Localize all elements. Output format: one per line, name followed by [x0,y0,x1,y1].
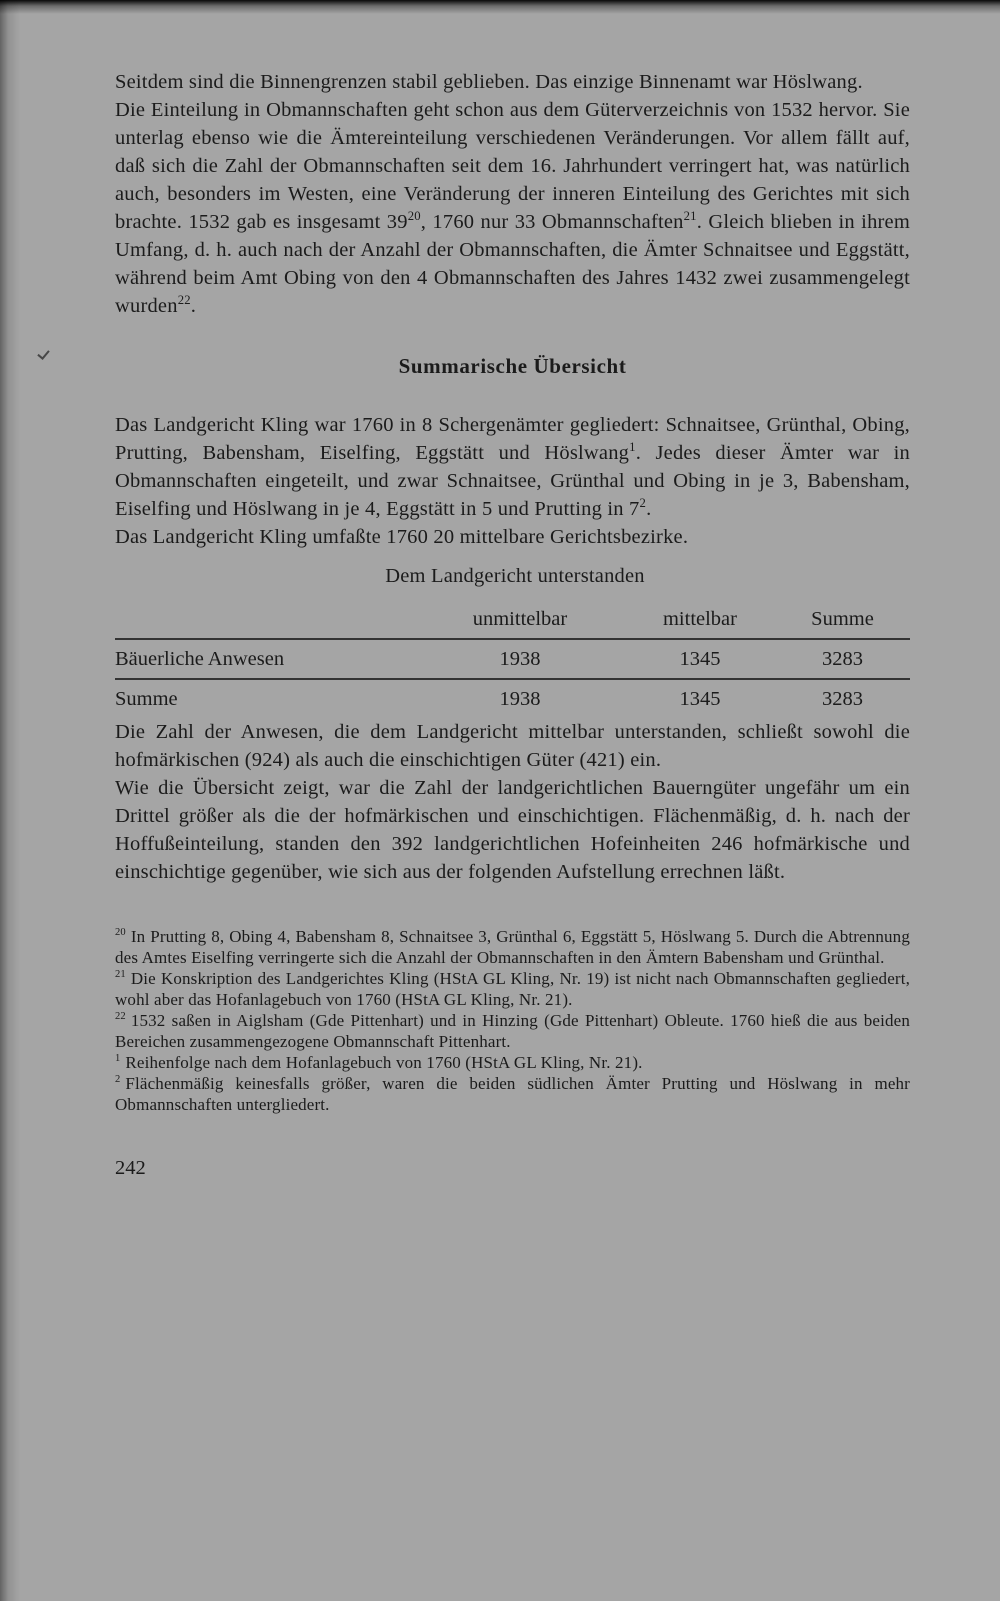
footnote-text: Reihenfolge nach dem Hofanlagebuch von 1760 (HStA GL Kling, Nr. 21). [125,1053,643,1072]
footnote-text: Flächenmäßig keinesfalls größer, waren die beiden südlichen Ämter Prutting und Höslwang in mehr Obmannschaften untergliedert. [115,1074,910,1114]
table-row-label: Summe [115,688,178,710]
text-segment: , 1760 nur 33 Obmannschaften [420,211,684,233]
table-header-row [115,600,910,638]
footnote-2 [115,1073,910,1115]
footnote-marker: 2 [115,1074,121,1086]
paragraph-obmannschaften [115,96,910,320]
scan-artifact-mark [37,347,49,360]
footnote-text: Die Konskription des Landgerichtes Kling (HStA GL Kling, Nr. 19) ist nicht nach Obmannschaften gegliedert, wohl aber das Hofanlagebuch von 1760 (HStA GL Kling, Nr. 21). [115,969,910,1009]
page-content [115,68,910,1180]
text-segment: . Gleich blieben in ihrem Umfang, d. h. auch nach der Anzahl der Obmannschaften, die Ämter Schnaitsee und Eggstätt, während beim Amt Obing von den 4 Obmannschaften des Jahres 1432 zwei zusammengelegt wurden [115,211,910,317]
table-header-unmittelbar: unmittelbar [472,608,568,630]
footnote-marker: 21 [115,969,126,981]
summary-table [115,565,910,718]
footnote-text: 1532 saßen in Aiglsham (Gde Pittenhart) und in Hinzing (Gde Pittenhart) Obleute. 1760 hieß die aus beiden Bereichen zusammengezogene Obmannschaft Pittenhart. [115,1011,910,1051]
table-title: Dem Landgericht unterstanden [385,565,645,587]
page-number: 242 [115,1157,146,1179]
section-heading: Summarische Übersicht [398,354,627,378]
paragraph-schergenaemter [115,411,910,523]
table-header-mittelbar: mittelbar [662,608,737,630]
footnote-text: In Prutting 8, Obing 4, Babensham 8, Schnaitsee 3, Grünthal 6, Eggstätt 5, Höslwang 5. Durch die Abtrennung des Amtes Eiselfing verringerte sich die Anzahl der Obmannschaften in den Ämtern Babensham und Grünthal. [115,927,910,967]
paragraph-anwesen-zahl: Die Zahl der Anwesen, die dem Landgericht mittelbar unterstanden, schließt sowohl die hofmärkischen (924) als auch die einschichtigen Güter (421) ein. [115,721,910,771]
text-segment: Das Landgericht Kling war 1760 in 8 Schergenämter gegliedert: Schnaitsee, Grünthal, Obing, Prutting, Babensham, Eiselfing, Eggstätt und Höslwang [115,414,910,464]
table-cell-mittelbar: 1345 [679,688,721,710]
paragraph-uebersicht: Wie die Übersicht zeigt, war die Zahl der landgerichtlichen Bauerngüter ungefähr um ein Drittel größer als die der hofmärkischen und einschichtigen. Flächenmäßig, d. h. nach der Hoffußeinteilung, standen den 392 landgerichtlichen Hofeinheiten 246 hofmärkische und einschichtige gegenüber, wie sich aus der folgenden Aufstellung errechnen läßt. [115,777,910,883]
scan-edge-top [0,0,1000,14]
table-cell-unmittelbar: 1938 [499,648,541,670]
paragraph-gerichtsbezirke: Das Landgericht Kling umfaßte 1760 20 mittelbare Gerichtsbezirke. [115,526,689,548]
footnote-21 [115,968,910,1010]
footnote-marker: 1 [115,1053,121,1065]
scan-edge-left [0,0,20,1601]
table-cell-summe: 3283 [822,688,863,710]
footnote-20 [115,926,910,968]
table-row-label: Bäuerliche Anwesen [115,648,285,670]
footnote-ref: 22 [177,293,191,308]
table-row-anwesen [115,640,910,678]
table-row-summe [115,680,910,718]
footnote-ref: 1 [629,440,636,455]
footnote-ref: 20 [407,209,421,224]
paragraph-intro: Seitdem sind die Binnengrenzen stabil geblieben. Das einzige Binnenamt war Höslwang. [115,71,863,93]
footnote-22 [115,1010,910,1052]
text-segment: . [646,498,652,520]
table-cell-mittelbar: 1345 [679,648,721,670]
text-segment: . Jedes dieser Ämter war in Obmannschaften eingeteilt, und zwar Schnaitsee, Grünthal und Obing in je 3, Babensham, Eiselfing und Höslwang in je 4, Eggstätt in 5 und Prutting in 7 [115,442,910,520]
footnote-marker: 22 [115,1011,126,1023]
text-segment: . [190,295,197,317]
footnote-ref: 21 [683,209,697,224]
table-cell-summe: 3283 [822,648,863,670]
footnote-marker: 20 [115,927,126,939]
text-segment: Die Einteilung in Obmannschaften geht schon aus dem Güterverzeichnis von 1532 hervor. Sie unterlag ebenso wie die Ämtereinteilung verschiedenen Veränderungen. Vor allem fällt auf, daß sich die Zahl der Obmannschaften seit dem 16. Jahrhundert verringert hat, was natürlich auch, besonders im Westen, eine Veränderung der inneren Einteilung des Gerichtes mit sich brachte. 1532 gab es insgesamt 39 [115,99,910,233]
table-header-summe: Summe [811,608,874,630]
table-cell-unmittelbar: 1938 [499,688,541,710]
footnotes-section [115,926,910,1115]
footnote-ref: 2 [639,496,647,511]
footnote-1 [115,1052,910,1073]
